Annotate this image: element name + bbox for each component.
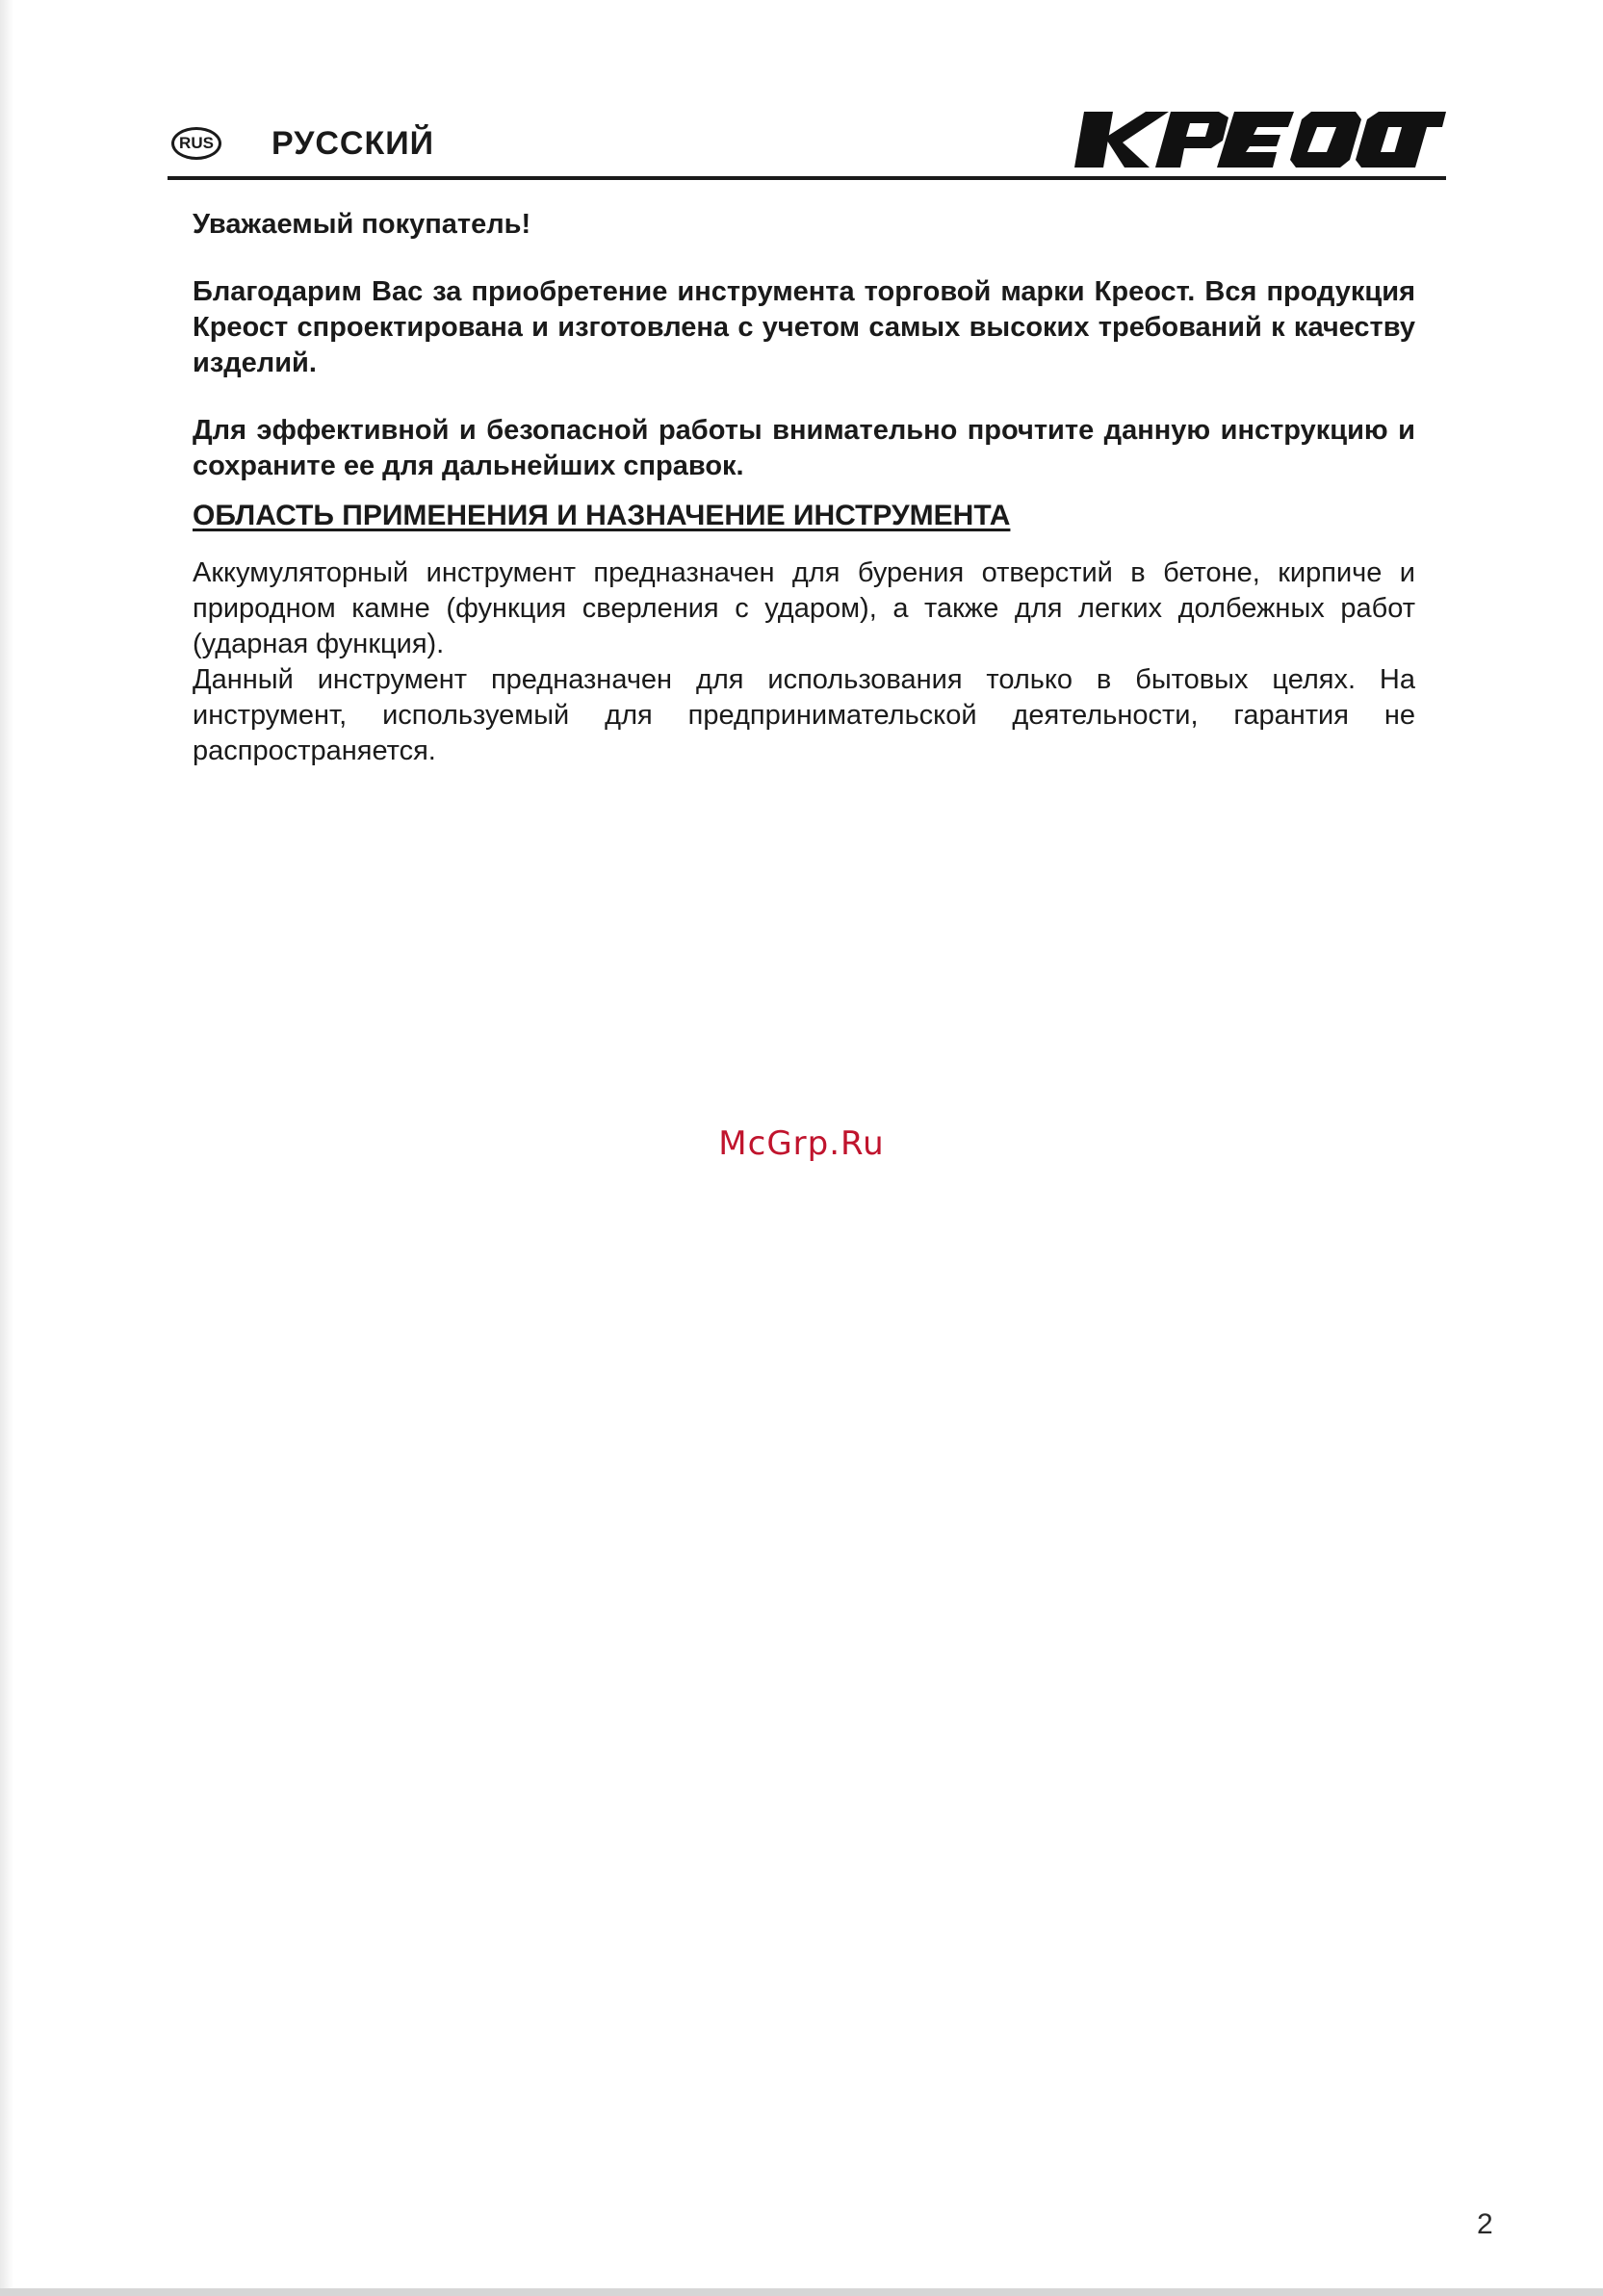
greeting: Уважаемый покупатель!: [193, 209, 531, 240]
purpose-paragraph-usage: Аккумуляторный инструмент предназначен для бурения отверстий в бетоне, кирпиче и природном камне (функция сверления с ударом), а также для легких долбежных работ (ударная функция).: [193, 557, 1415, 659]
intro-paragraph-thanks: Благодарим Вас за приобретение инструмента торговой марки Креост. Вся продукция Креост спроектирована и изготовлена с учетом самых высоких требований к качеству изделий.: [193, 276, 1415, 378]
intro-paragraph-instructions: Для эффективной и безопасной работы внимательно прочтите данную инструкцию и сохраните ее для дальнейших справок.: [193, 415, 1415, 481]
language-title: РУССКИЙ: [271, 125, 435, 162]
page-number: 2: [1477, 2208, 1493, 2240]
purpose-paragraph-warranty: Данный инструмент предназначен для использования только в бытовых целях. На инструмент, используемый для предпринимательской деятельности, гарантия не распространяется.: [193, 664, 1415, 766]
watermark: McGrp.Ru: [718, 1124, 885, 1163]
scan-edge-bottom: [0, 2288, 1603, 2296]
page-header: [168, 106, 1446, 185]
brand-logo: [1071, 106, 1446, 173]
header-divider: [168, 176, 1446, 180]
language-badge: RUS: [171, 127, 221, 160]
document-body: [193, 207, 1415, 769]
section-heading-purpose: ОБЛАСТЬ ПРИМЕНЕНИЯ И НАЗНАЧЕНИЕ ИНСТРУМЕНТА: [193, 500, 1011, 531]
